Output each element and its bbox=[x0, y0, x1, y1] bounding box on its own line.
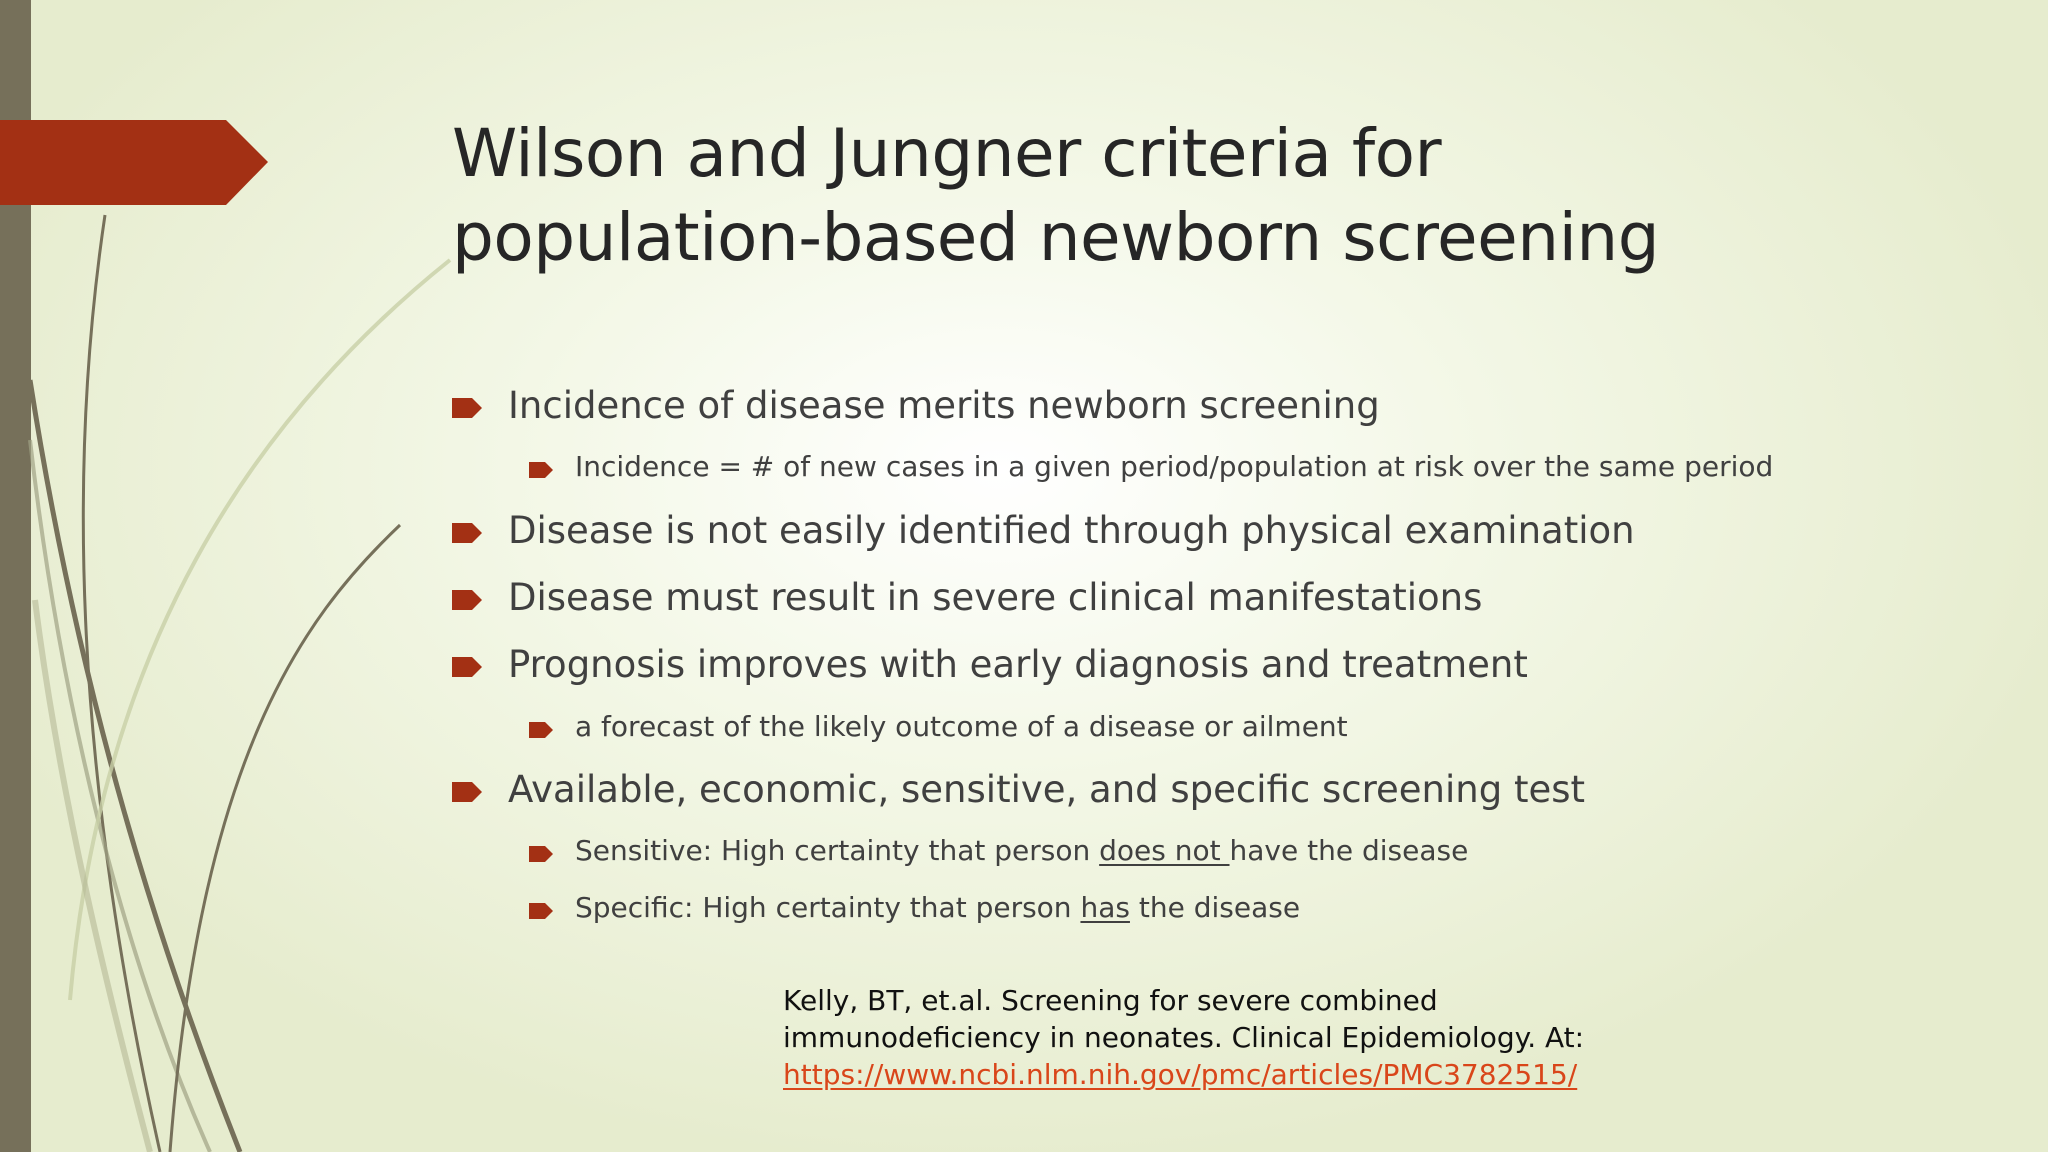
arrow-bullet-icon bbox=[452, 523, 482, 543]
citation-line-2: immunodeficiency in neonates. Clinical Epidemiology. At: bbox=[783, 1021, 1585, 1054]
bullet-text: Disease must result in severe clinical manifestations bbox=[508, 576, 1483, 619]
sub-bullet-text-part: the disease bbox=[1129, 891, 1301, 924]
bullet-text: Disease is not easily identified through physical examination bbox=[508, 509, 1635, 552]
bullet-text: Available, economic, sensitive, and specific screening test bbox=[508, 768, 1585, 811]
arrow-bullet-icon bbox=[529, 462, 553, 478]
sub-bullet-text-part: Sensitive: High certainty that person bbox=[575, 834, 1100, 867]
underlined-emphasis: does not bbox=[1099, 834, 1230, 867]
title-line-1: Wilson and Jungner criteria for bbox=[452, 115, 1442, 192]
title-accent-arrow bbox=[0, 120, 268, 205]
arrow-bullet-icon bbox=[452, 398, 482, 418]
bullet-text: Prognosis improves with early diagnosis and treatment bbox=[508, 643, 1528, 686]
sub-bullet-text bbox=[575, 834, 1468, 867]
sub-bullet-text: a forecast of the likely outcome of a disease or ailment bbox=[575, 710, 1348, 743]
title-line-2: population-based newborn screening bbox=[452, 199, 1660, 276]
arrow-bullet-icon bbox=[529, 846, 553, 862]
sub-bullet-text-part: have the disease bbox=[1229, 834, 1469, 867]
citation-line-1: Kelly, BT, et.al. Screening for severe combined bbox=[783, 984, 1438, 1017]
bullet-text: Incidence of disease merits newborn screening bbox=[508, 384, 1380, 427]
slide-title bbox=[452, 112, 1852, 280]
citation-box bbox=[783, 982, 1583, 1093]
underlined-emphasis: has bbox=[1080, 891, 1130, 924]
sub-bullet-text bbox=[575, 891, 1300, 924]
arrow-bullet-icon bbox=[529, 903, 553, 919]
arrow-bullet-icon bbox=[452, 590, 482, 610]
arrow-bullet-icon bbox=[452, 782, 482, 802]
arrow-bullet-icon bbox=[452, 657, 482, 677]
arrow-bullet-icon bbox=[529, 722, 553, 738]
sub-bullet-text: Incidence = # of new cases in a given period/population at risk over the same period bbox=[575, 450, 1774, 483]
sub-bullet-text-part: Specific: High certainty that person bbox=[575, 891, 1081, 924]
citation-link[interactable]: https://www.ncbi.nlm.nih.gov/pmc/articles/PMC3782515/ bbox=[783, 1058, 1578, 1091]
